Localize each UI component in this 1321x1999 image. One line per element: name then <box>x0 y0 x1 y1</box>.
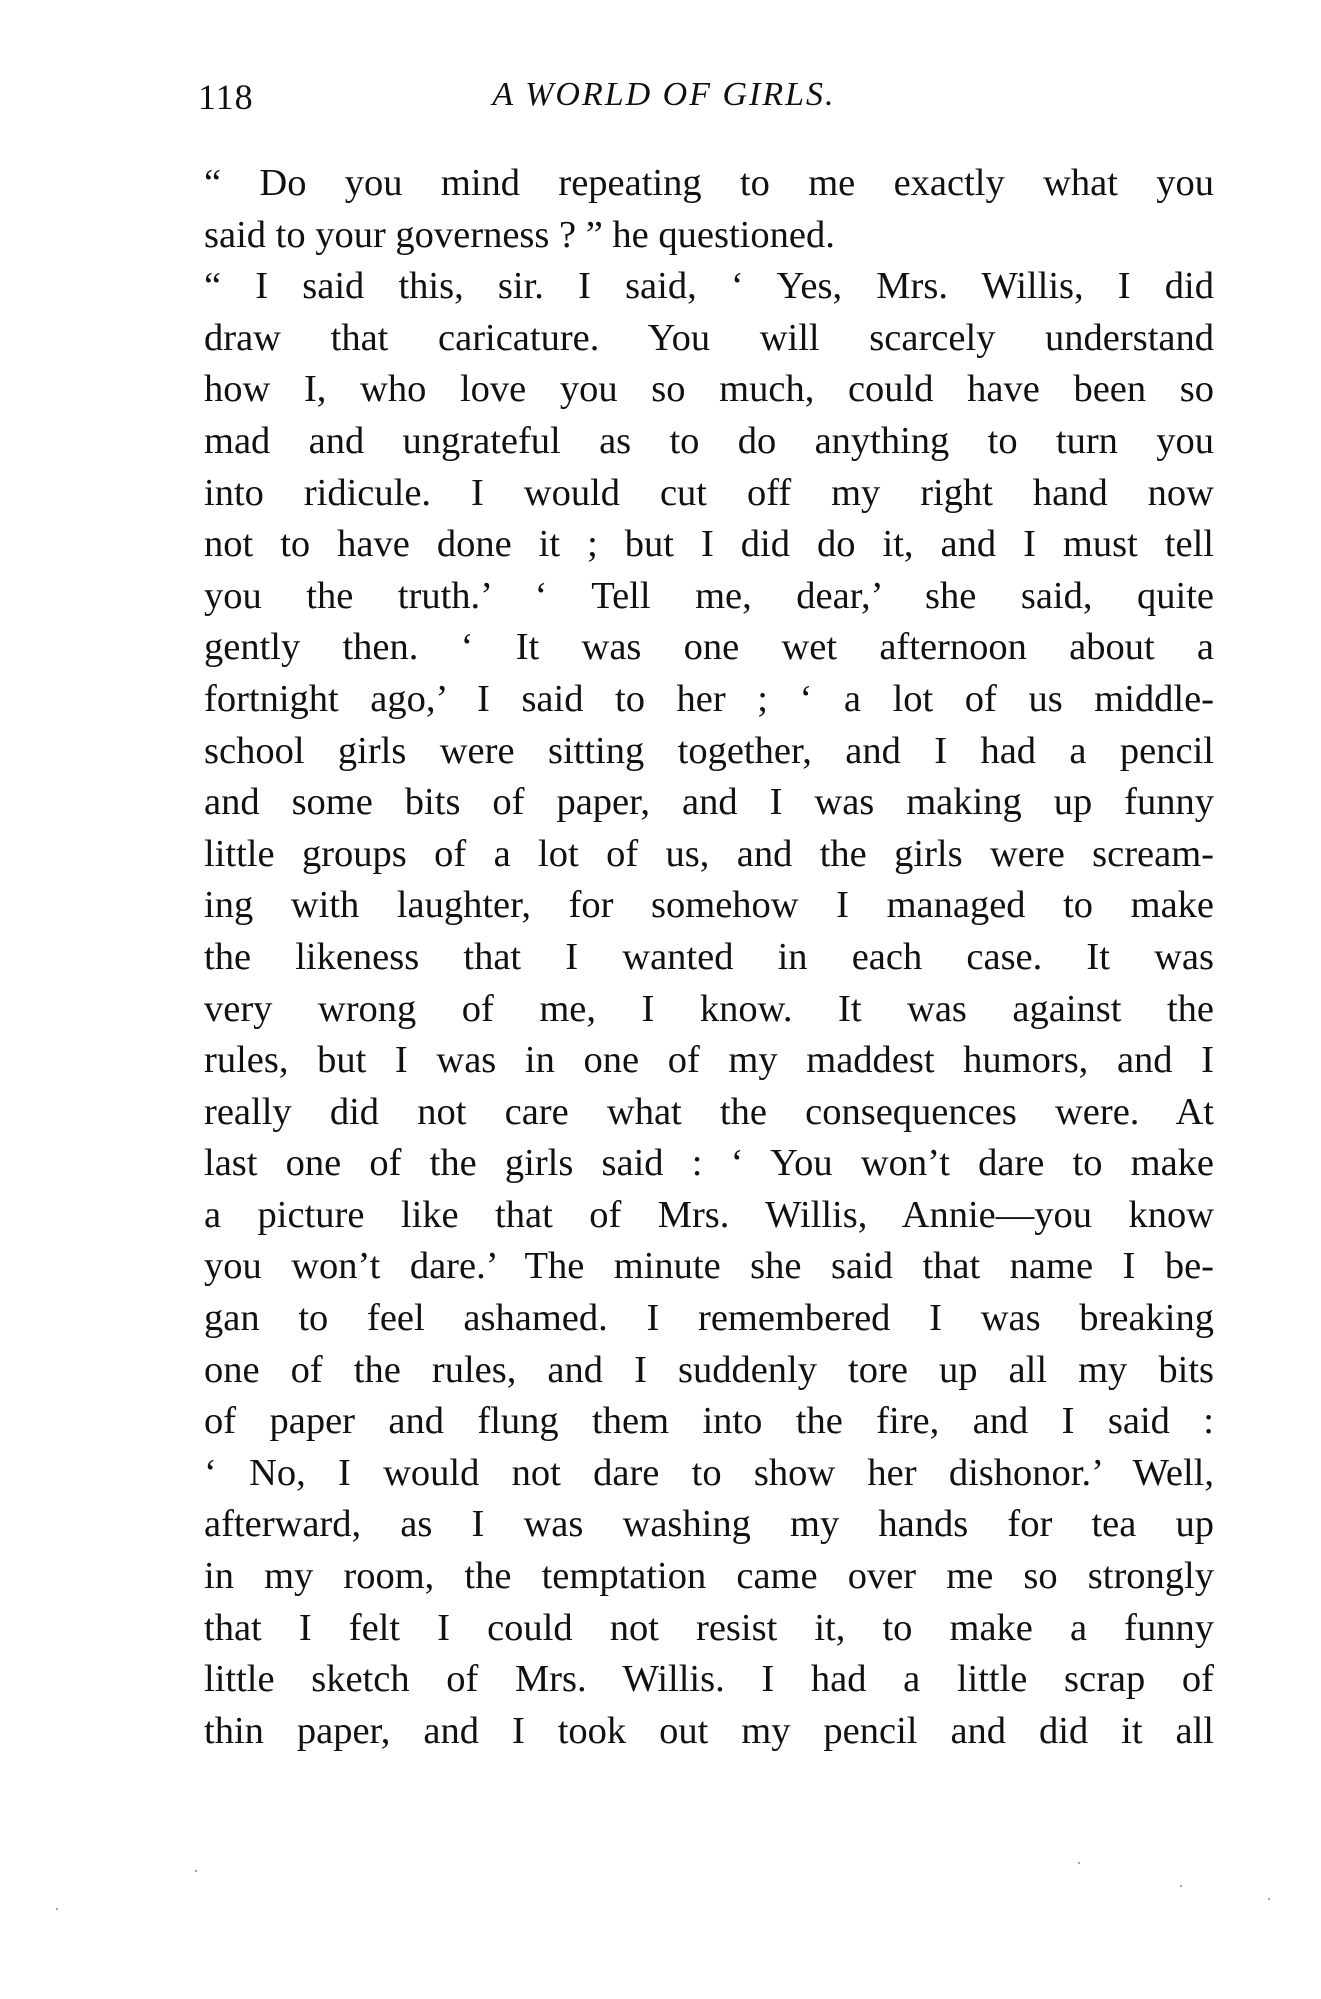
text-line: you won’t dare.’ The minute she said that name I be- <box>204 1245 1214 1288</box>
paper-speck <box>1180 1885 1182 1887</box>
paper-speck <box>1268 1898 1270 1900</box>
text-line: ‘ No, I would not dare to show her dishonor.’ Well, <box>204 1451 1214 1494</box>
text-line: not to have done it ; but I did do it, and I must tell <box>204 523 1214 566</box>
text-line: really did not care what the consequences were. At <box>204 1090 1214 1133</box>
page-number: 118 <box>198 77 254 117</box>
text-line: rules, but I was in one of my maddest humors, and I <box>204 1039 1214 1082</box>
text-line: little groups of a lot of us, and the girls were scream- <box>204 832 1214 875</box>
text-line: in my room, the temptation came over me so strongly <box>204 1555 1214 1598</box>
text-line: gently then. ‘ It was one wet afternoon about a <box>204 626 1214 669</box>
text-line: ing with laughter, for somehow I managed to make <box>204 884 1214 927</box>
text-line: a picture like that of Mrs. Willis, Annie—you know <box>204 1193 1214 1236</box>
text-line: afterward, as I was washing my hands for tea up <box>204 1503 1214 1546</box>
text-line: of paper and flung them into the fire, and I said : <box>204 1400 1214 1443</box>
text-line: last one of the girls said : ‘ You won’t dare to make <box>204 1142 1214 1185</box>
paper-speck <box>56 1908 58 1910</box>
paper-speck <box>1078 1862 1080 1864</box>
text-line: that I felt I could not resist it, to make a funny <box>204 1606 1214 1649</box>
text-line: little sketch of Mrs. Willis. I had a little scrap of <box>204 1658 1214 1701</box>
text-line: said to your governess ? ” he questioned. <box>204 213 835 256</box>
body-text <box>204 158 1214 1757</box>
text-line: and some bits of paper, and I was making up funny <box>204 781 1214 824</box>
text-line: very wrong of me, I know. It was against the <box>204 987 1214 1030</box>
text-line: school girls were sitting together, and I had a pencil <box>204 729 1214 772</box>
text-line: fortnight ago,’ I said to her ; ‘ a lot of us middle- <box>204 677 1214 720</box>
text-line: draw that caricature. You will scarcely understand <box>204 316 1214 359</box>
text-line: into ridicule. I would cut off my right hand now <box>204 471 1214 514</box>
text-line: you the truth.’ ‘ Tell me, dear,’ she said, quite <box>204 574 1214 617</box>
text-line: thin paper, and I took out my pencil and did it all <box>204 1709 1214 1752</box>
text-line: gan to feel ashamed. I remembered I was breaking <box>204 1297 1214 1340</box>
paper-speck <box>195 1870 197 1872</box>
text-line: one of the rules, and I suddenly tore up all my bits <box>204 1348 1214 1391</box>
page-header <box>198 76 1130 126</box>
text-line: “ Do you mind repeating to me exactly what you <box>204 162 1214 204</box>
text-line: the likeness that I wanted in each case. It was <box>204 935 1214 978</box>
text-line: mad and ungrateful as to do anything to turn you <box>204 419 1214 462</box>
text-line: how I, who love you so much, could have been so <box>204 368 1214 411</box>
running-head: A WORLD OF GIRLS. <box>492 76 836 113</box>
text-line: “ I said this, sir. I said, ‘ Yes, Mrs. Willis, I did <box>204 265 1214 308</box>
